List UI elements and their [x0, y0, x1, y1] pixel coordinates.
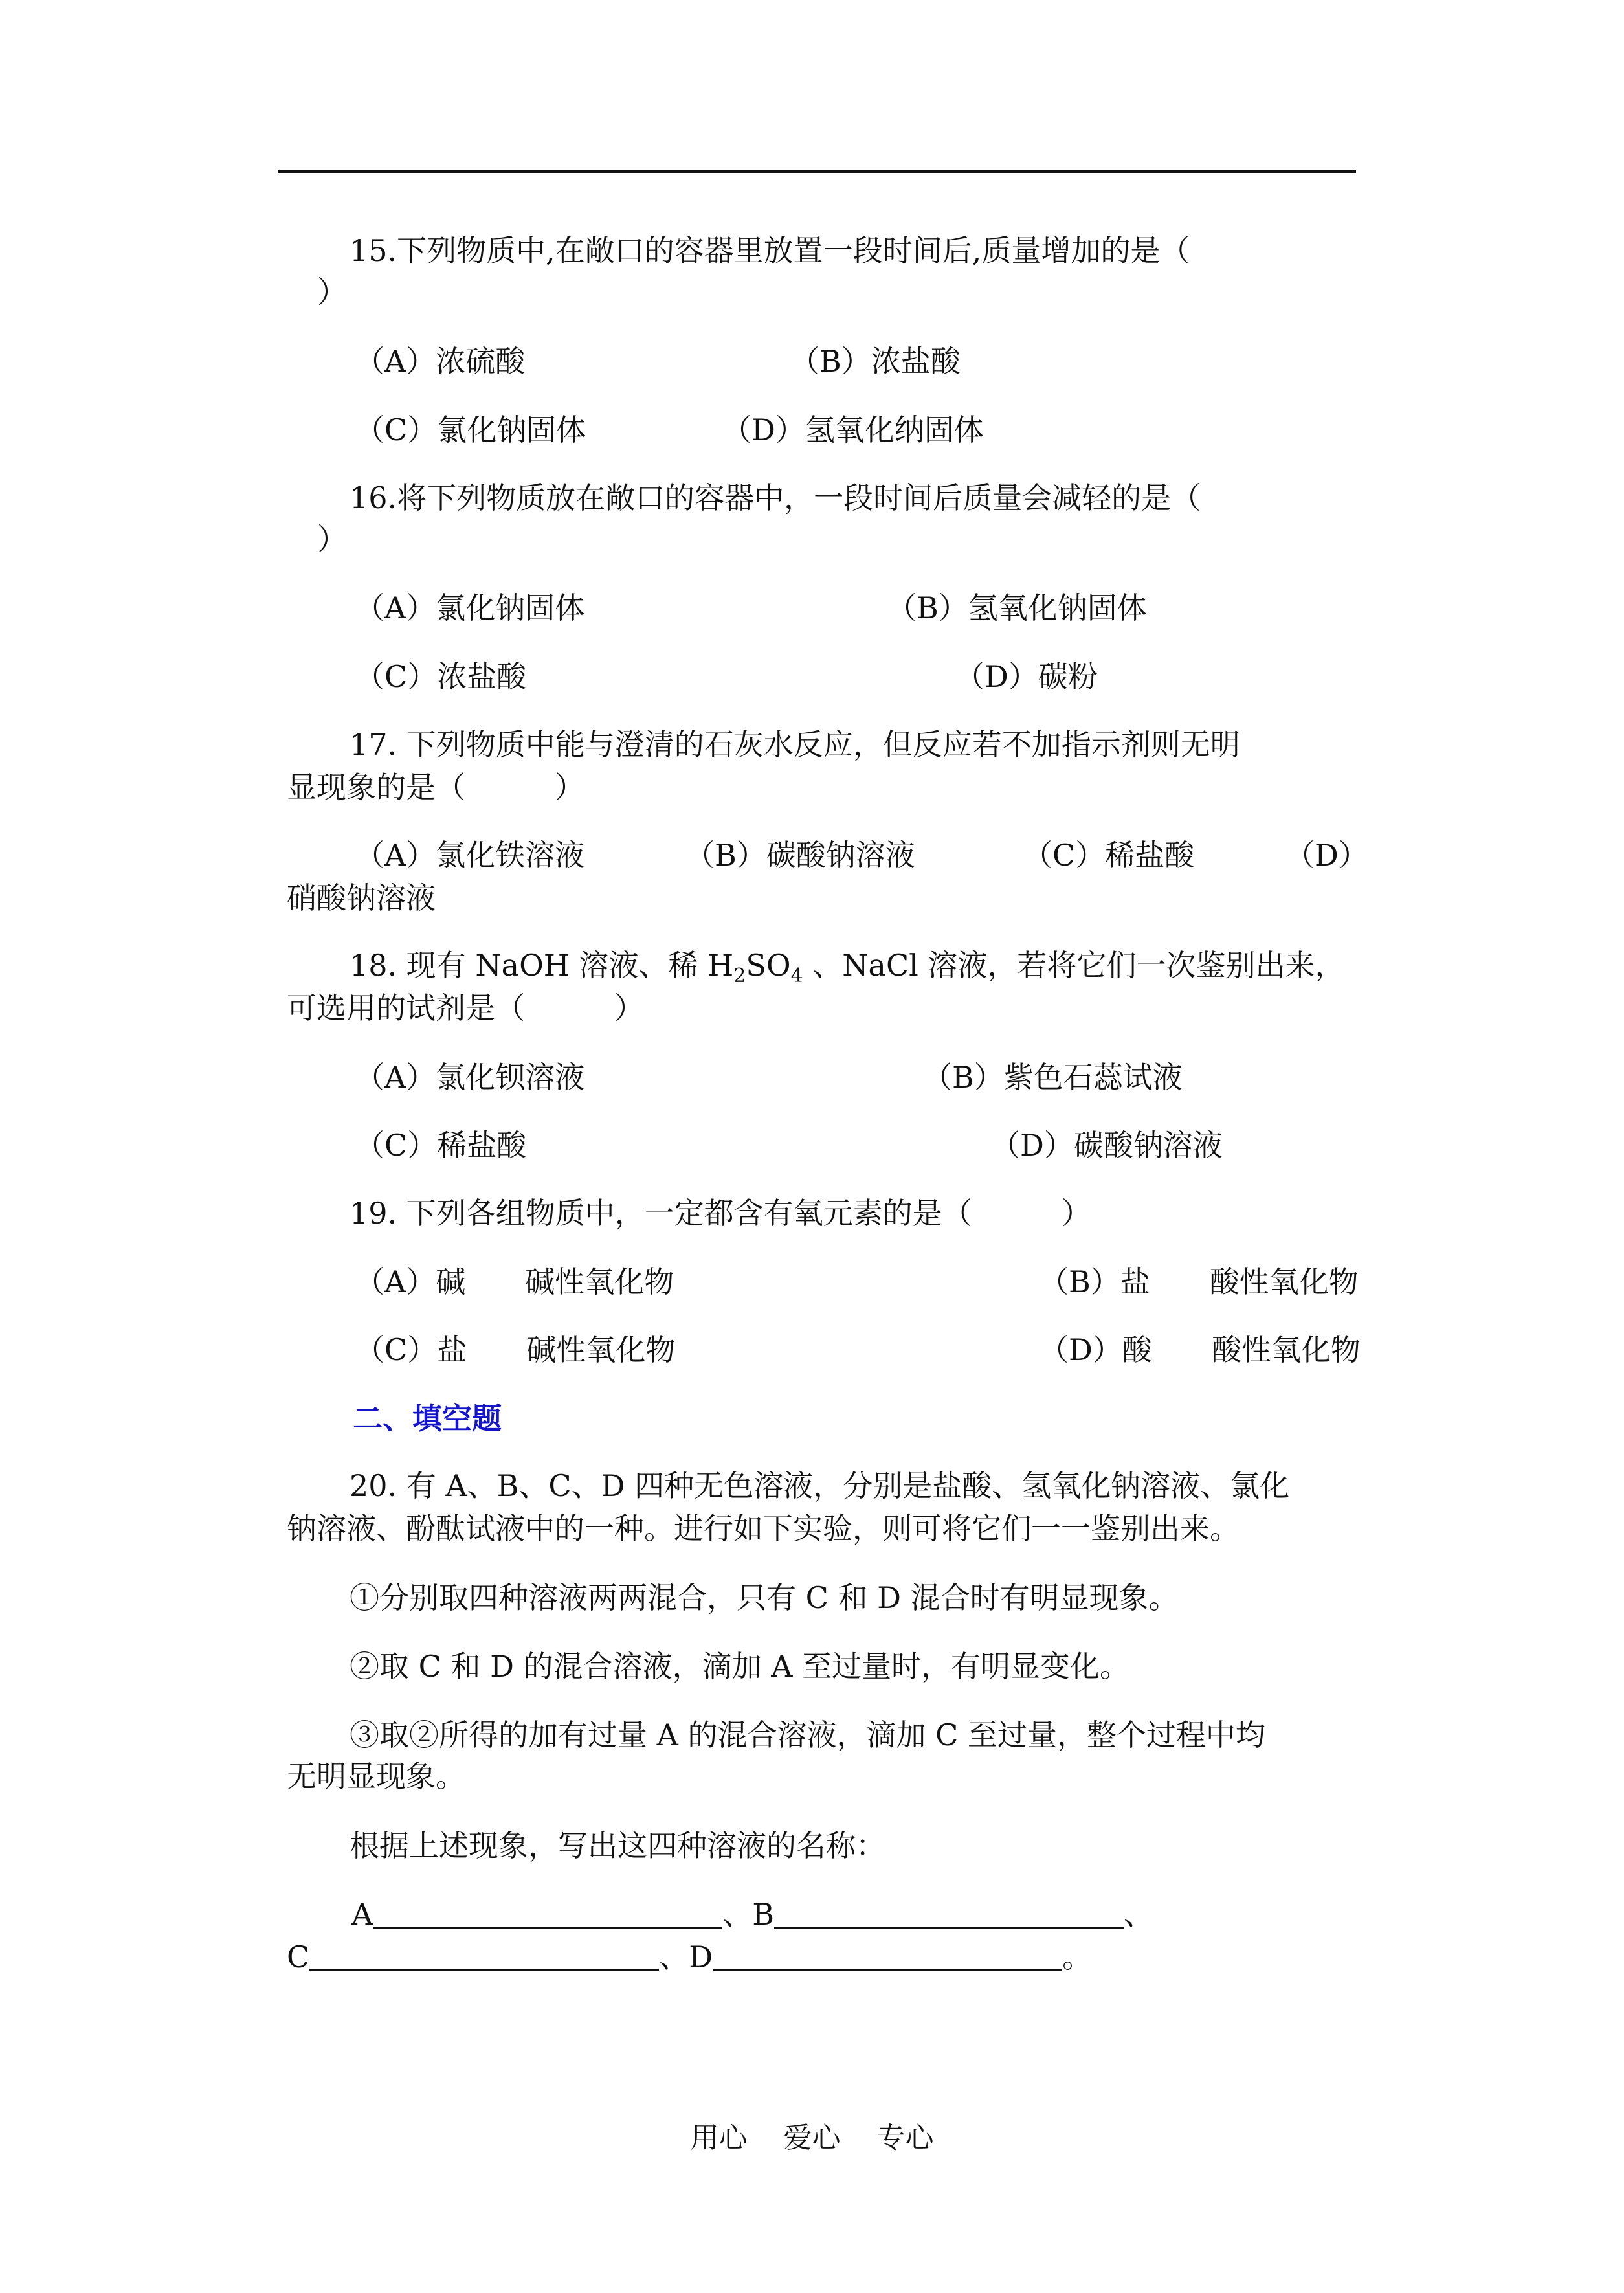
footer-word-1: 用心 [690, 2121, 748, 2154]
q18-option-a: （A）氯化钡溶液 [355, 1060, 585, 1095]
q20-line1: 20. 有 A、B、C、D 四种无色溶液，分别是盐酸、氢氧化钠溶液、氯化 [350, 1468, 1290, 1503]
q18-option-b: （B）紫色石蕊试液 [922, 1060, 1183, 1095]
q17-option-c: （C）稀盐酸 [1023, 838, 1195, 873]
blank-d[interactable] [713, 1938, 1062, 1971]
q18-stem: 18. 现有 NaOH 溶液、稀 $H_2SO_4$ 、NaCl 溶液，若将它们一次鉴别出来， [350, 948, 1345, 987]
q19-option-b: （B）盐 酸性氧化物 [1039, 1264, 1359, 1299]
q15-option-a: （A）浓硫酸 [355, 344, 526, 379]
q16-stem: 16.将下列物质放在敞口的容器中，一段时间后质量会减轻的是（ [350, 480, 1201, 515]
q19-stem: 19. 下列各组物质中，一定都含有氧元素的是（ ） [350, 1196, 1091, 1231]
q16-option-c: （C）浓盐酸 [355, 659, 527, 694]
subscript-2: 2 [733, 965, 746, 987]
sep-d: 、D [659, 1940, 713, 1974]
blank-a[interactable] [373, 1896, 722, 1929]
section-title: 二、填空题 [353, 1401, 502, 1436]
label-a: A [351, 1897, 373, 1932]
q20-step3-cont: 无明显现象。 [287, 1759, 465, 1794]
q15-stem: 15.下列物质中,在敞口的容器里放置一段时间后,质量增加的是（ [350, 233, 1190, 268]
q17-stem: 17. 下列物质中能与澄清的石灰水反应，但反应若不加指示剂则无明 [350, 727, 1240, 762]
q20-step2: ②取 C 和 D 的混合溶液，滴加 A 至过量时，有明显变化。 [350, 1649, 1130, 1684]
q18-option-d: （D）碳酸钠溶液 [990, 1128, 1223, 1163]
answer-line-cd [287, 1937, 1092, 1977]
sep-end-1: 、 [1124, 1897, 1154, 1932]
q16-option-a: （A）氯化钠固体 [355, 590, 585, 625]
q19-option-a: （A）碱 碱性氧化物 [355, 1264, 674, 1299]
q17-option-d-label: （D） [1285, 838, 1368, 873]
label-c: C [287, 1940, 310, 1974]
footer [0, 2118, 1624, 2158]
q15-option-d: （D）氢氧化纳固体 [722, 412, 984, 447]
sep-b: 、B [722, 1897, 775, 1932]
q20-line2: 钠溶液、酚酞试液中的一种。进行如下实验，则可将它们一一鉴别出来。 [287, 1511, 1240, 1546]
q15-option-b: （B）浓盐酸 [790, 344, 961, 379]
q18-stem-cont: 可选用的试剂是（ ） [287, 990, 644, 1025]
q18-option-c: （C）稀盐酸 [355, 1128, 527, 1163]
q16-option-b: （B）氢氧化钠固体 [887, 590, 1147, 625]
blank-c[interactable] [309, 1938, 659, 1971]
q20-prompt: 根据上述现象，写出这四种溶液的名称： [350, 1828, 885, 1863]
header-rule [278, 170, 1356, 173]
q20-step1: ①分别取四种溶液两两混合，只有 C 和 D 混合时有明显现象。 [350, 1580, 1179, 1615]
q19-option-c: （C）盐 碱性氧化物 [355, 1332, 676, 1367]
footer-word-2: 爱心 [783, 2121, 841, 2154]
q16-stem-cont: ） [317, 522, 347, 557]
subscript-4: 4 [790, 965, 803, 987]
sep-end-2: 。 [1062, 1940, 1093, 1974]
q17-option-b: （B）碳酸钠溶液 [685, 838, 915, 873]
footer-word-3: 专心 [876, 2121, 934, 2154]
q17-option-a: （A）氯化铁溶液 [355, 838, 585, 873]
q17-option-d-text: 硝酸钠溶液 [287, 880, 436, 915]
q17-stem-cont: 显现象的是（ ） [287, 770, 584, 805]
q15-option-c: （C）氯化钠固体 [355, 412, 586, 447]
answer-line-ab [351, 1894, 1153, 1934]
q20-step3: ③取②所得的加有过量 A 的混合溶液，滴加 C 至过量，整个过程中均 [350, 1717, 1265, 1752]
blank-b[interactable] [774, 1896, 1124, 1929]
q15-stem-cont: ） [317, 274, 347, 309]
q19-option-d: （D）酸 酸性氧化物 [1039, 1332, 1361, 1367]
q16-option-d: （D）碳粉 [955, 659, 1098, 694]
